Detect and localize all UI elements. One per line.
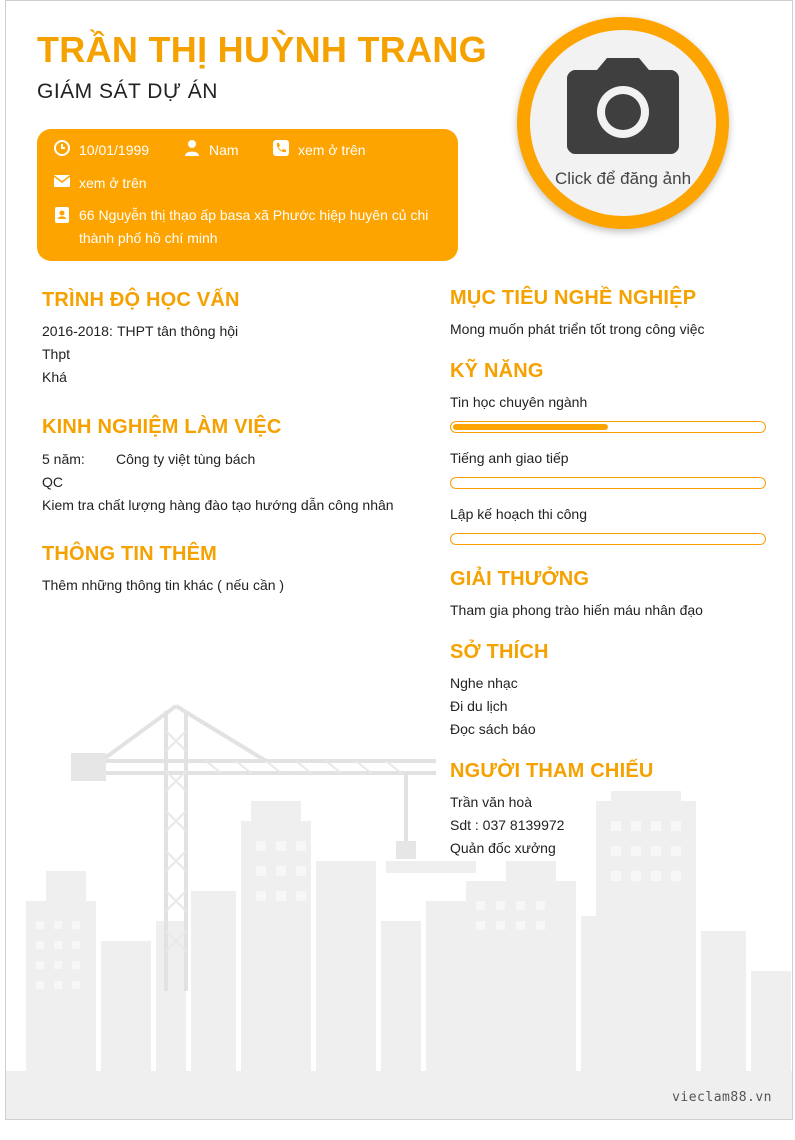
skill-bar (450, 421, 766, 433)
extra-info-text[interactable]: Thêm những thông tin khác ( nếu cần ) (42, 577, 285, 593)
user-icon (183, 139, 201, 157)
education-grade[interactable]: Khá (42, 369, 67, 385)
experience-company[interactable]: Công ty việt tùng bách (116, 451, 256, 467)
envelope-icon (53, 172, 71, 190)
education-school[interactable]: THPT tân thông hội (117, 323, 239, 339)
experience-description[interactable]: Kiem tra chất lượng hàng đào tạo hướng dẫn công nhân (42, 497, 394, 513)
contact-info-box (37, 129, 458, 261)
reference-position[interactable]: Quản đốc xưởng (450, 840, 556, 856)
experience-period[interactable]: 5 năm: (42, 451, 85, 467)
dob-item (53, 139, 149, 162)
gender-item (183, 139, 239, 162)
construction-skyline-illustration (6, 691, 793, 1120)
photo-upload-label: Click để đăng ảnh (554, 169, 692, 188)
skill-name[interactable]: Tin học chuyên ngành (450, 394, 588, 410)
extra-info-heading: THÔNG TIN THÊM (42, 543, 218, 565)
education-major[interactable]: Thpt (42, 346, 71, 362)
skills-heading: KỸ NĂNG (450, 360, 544, 382)
address-item (53, 204, 448, 250)
objective-text[interactable]: Mong muốn phát triển tốt trong công việc (450, 321, 705, 337)
skill-bar (450, 477, 766, 489)
phone-item (272, 139, 366, 162)
skill-bar (450, 533, 766, 545)
address-text[interactable]: 66 Nguyễn thị thạo ấp basa xã Phước hiệp huyên củ chi thành phố hồ chí minh (79, 207, 429, 246)
education-heading: TRÌNH ĐỘ HỌC VẤN (42, 289, 240, 311)
reference-heading: NGƯỜI THAM CHIẾU (450, 760, 654, 782)
address-book-icon (53, 206, 71, 224)
reference-phone[interactable]: Sdt : 037 8139972 (450, 817, 565, 833)
email-text[interactable]: xem ở trên (79, 175, 147, 191)
experience-heading: KINH NGHIỆM LÀM VIỆC (42, 416, 282, 438)
skill-name[interactable]: Lập kế hoạch thi công (450, 506, 587, 522)
awards-text[interactable]: Tham gia phong trào hiến máu nhân đạo (450, 602, 703, 618)
hobby-item[interactable]: Đi du lịch (450, 698, 508, 714)
gender-text[interactable]: Nam (209, 142, 239, 158)
candidate-name: TRẦN THỊ HUỲNH TRANG (37, 29, 487, 70)
skill-bar-fill (453, 424, 608, 430)
education-period[interactable]: 2016-2018: (42, 323, 113, 339)
email-item (53, 172, 147, 195)
site-watermark: vieclam88.vn (672, 1090, 772, 1105)
awards-heading: GIẢI THƯỞNG (450, 568, 590, 590)
dob-text[interactable]: 10/01/1999 (79, 142, 150, 158)
experience-role[interactable]: QC (42, 474, 63, 490)
photo-upload-button[interactable] (530, 30, 716, 216)
cv-page (5, 0, 793, 1120)
hobby-item[interactable]: Nghe nhạc (450, 675, 518, 691)
skill-name[interactable]: Tiếng anh giao tiếp (450, 450, 569, 466)
hobby-item[interactable]: Đọc sách báo (450, 721, 536, 737)
photo-frame (517, 17, 729, 229)
objective-heading: MỤC TIÊU NGHỀ NGHIỆP (450, 287, 697, 309)
camera-icon (567, 58, 679, 154)
hobbies-heading: SỞ THÍCH (450, 641, 549, 663)
phone-icon (272, 139, 290, 157)
clock-icon (53, 139, 71, 157)
reference-name[interactable]: Trần văn hoà (450, 794, 532, 810)
phone-text[interactable]: xem ở trên (298, 142, 366, 158)
job-title: GIÁM SÁT DỰ ÁN (37, 80, 218, 103)
